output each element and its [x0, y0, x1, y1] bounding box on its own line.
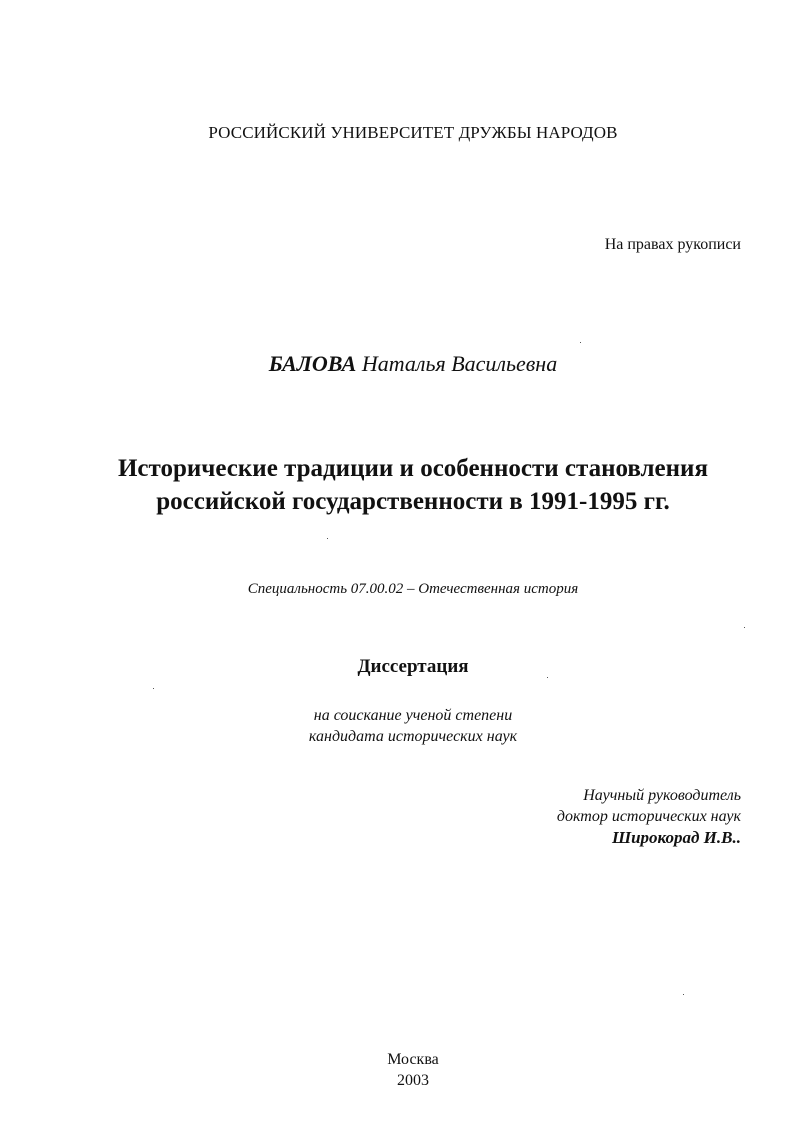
author-name	[0, 351, 793, 377]
university-name: РОССИЙСКИЙ УНИВЕРСИТЕТ ДРУЖБЫ НАРОДОВ	[208, 123, 618, 142]
degree-line-1: на соискание ученой степени	[313, 707, 513, 724]
scan-speck	[744, 627, 745, 628]
supervisor-name: Широкорад И.В..	[611, 828, 741, 847]
scan-speck	[153, 688, 154, 689]
year: 2003	[397, 1072, 429, 1089]
specialty: Специальность 07.00.02 – Отечественная история	[247, 581, 579, 597]
scan-speck	[547, 677, 548, 678]
author-given-names: Наталья Васильевна	[361, 351, 558, 376]
supervisor-role: Научный руководитель	[583, 787, 741, 804]
title-line-2: российской государственности в 1991-1995 гг.	[156, 488, 670, 515]
supervisor-rank: доктор исторических наук	[556, 808, 741, 825]
degree-line-2: кандидата исторических наук	[308, 728, 518, 745]
city: Москва	[387, 1051, 439, 1068]
dissertation-title	[0, 452, 793, 518]
title-line-1: Исторические традиции и особенности становления	[117, 455, 708, 482]
document-type: Диссертация	[357, 656, 469, 677]
degree-statement	[0, 705, 793, 747]
supervisor-block	[557, 785, 741, 848]
place-and-year	[0, 1049, 793, 1091]
scan-speck	[683, 994, 684, 995]
rights-notice: На правах рукописи	[604, 236, 741, 253]
scan-speck	[327, 538, 328, 539]
author-surname: БАЛОВА	[268, 351, 357, 376]
scan-speck	[580, 342, 581, 343]
